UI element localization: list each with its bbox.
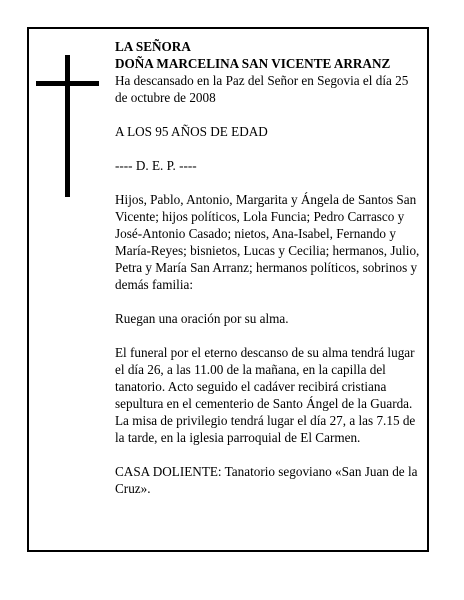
notice-funeral: El funeral por el eterno descanso de su alma tendrá lugar el día 26, a las 11.00 de la mañana, en la capilla del tanatorio. Acto seguido el cadáver recibirá cristiana sepultura en el cementerio de Santo Ángel de la Guarda. La misa de privilegio tendrá lugar el día 27, a las 7.15 de la tarde, en la iglesia parroquial de El Carmen. <box>115 345 416 445</box>
notice-mourning-house: CASA DOLIENTE: Tanatorio segoviano «San Juan de la Cruz». <box>115 464 418 496</box>
notice-title-line-2: DOÑA MARCELINA SAN VICENTE ARRANZ <box>115 56 391 71</box>
cross-icon-vertical-bar <box>65 55 70 197</box>
obituary-text <box>115 38 421 497</box>
notice-title-line-1: LA SEÑORA <box>115 39 191 54</box>
notice-age: A LOS 95 AÑOS DE EDAD <box>115 124 268 139</box>
notice-prayer: Ruegan una oración por su alma. <box>115 311 289 326</box>
notice-family: Hijos, Pablo, Antonio, Margarita y Ángela de Santos San Vicente; hijos políticos, Lola Funcia; Pedro Carrasco y José-Antonio Casado; nietos, Ana-Isabel, Fernando y María-Reyes; bisnietos, Lucas y Cecilia; hermanos, Julio, Petra y María San Arranz; hermanos políticos, sobrinos y demás familia: <box>115 192 420 292</box>
notice-rip: ---- D. E. P. ---- <box>115 158 197 173</box>
cross-icon-horizontal-bar <box>36 81 99 86</box>
notice-intro: Ha descansado en la Paz del Señor en Segovia el día 25 de octubre de 2008 <box>115 73 409 105</box>
